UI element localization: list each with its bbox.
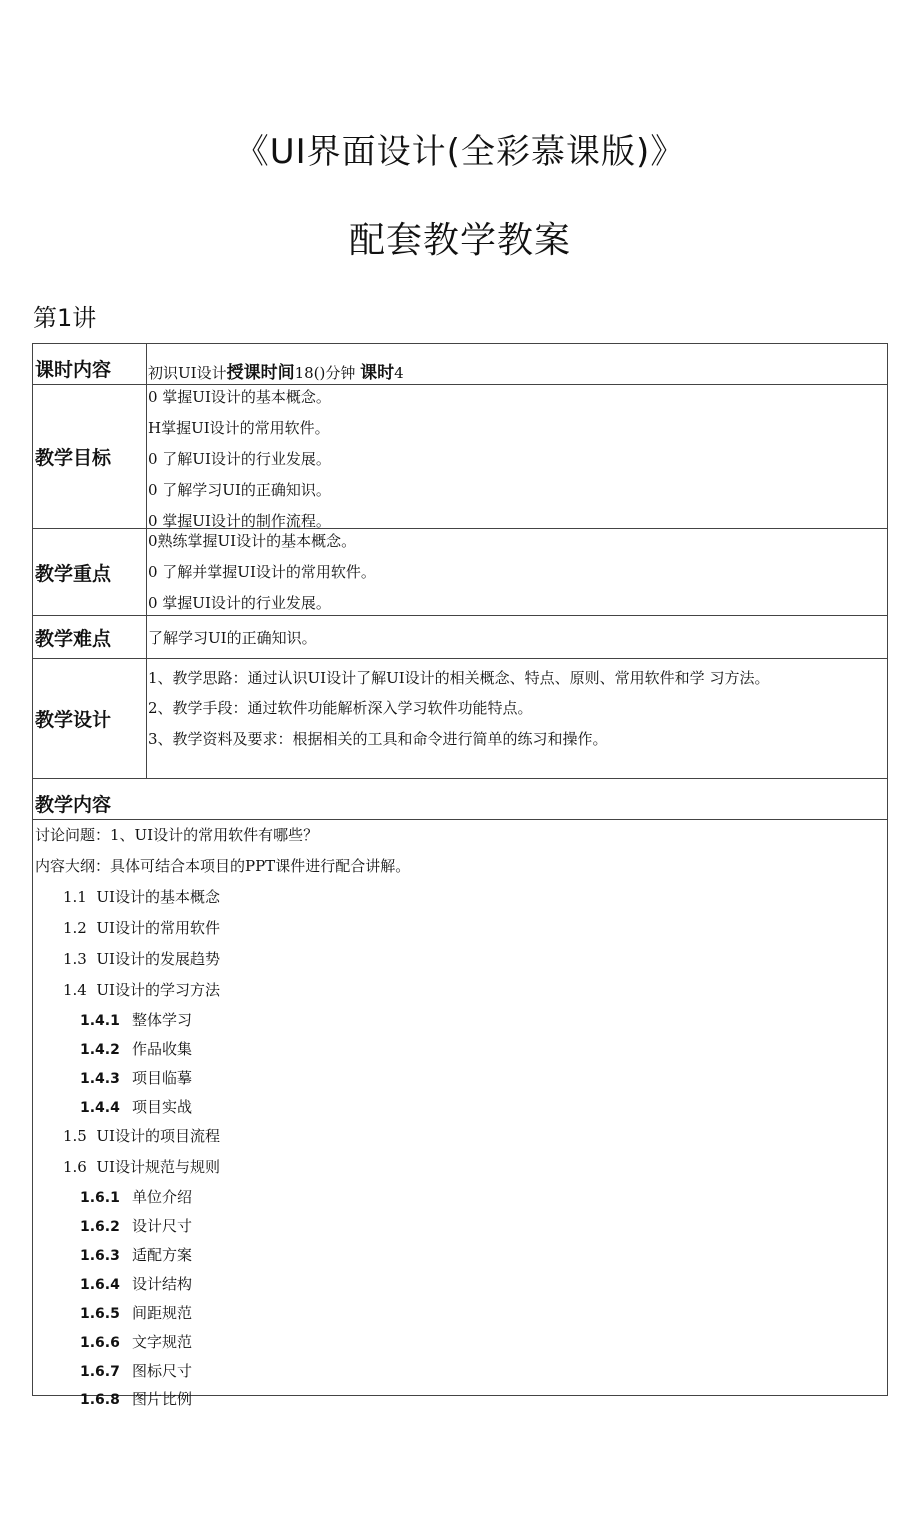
row-objectives (33, 385, 887, 529)
subsection-number: 1.6.5 (80, 1306, 120, 1322)
subsection-number: 1.6.4 (80, 1277, 120, 1293)
section-item (63, 886, 220, 907)
section-title: UI设计的基本概念 (96, 888, 220, 906)
section-title: UI设计的学习方法 (96, 981, 220, 999)
subsection-item (80, 1067, 192, 1088)
discussion-question: 讨论问题：1、UI设计的常用软件有哪些？ (35, 826, 319, 844)
objective-item: H掌握UI设计的常用软件。 (148, 419, 330, 437)
key-point-item: 0 了解并掌握UI设计的常用软件。 (148, 563, 376, 581)
label-objectives: 教学目标 (33, 385, 147, 528)
hours-label: 课时 (360, 363, 395, 383)
subsection-number: 1.6.8 (80, 1392, 120, 1408)
subsection-item (80, 1273, 192, 1294)
subsection-item (80, 1360, 192, 1381)
label-content: 教学内容 (35, 794, 112, 816)
subsection-item (80, 1215, 192, 1236)
design-item: 2、教学手段：通过软件功能解析深入学习软件功能特点。 (148, 699, 533, 717)
row-lesson-content (33, 344, 887, 385)
lesson-plan-table (32, 343, 888, 1408)
subsection-number: 1.6.1 (80, 1190, 120, 1206)
subsection-item (80, 1038, 192, 1059)
section-item (63, 1156, 220, 1177)
section-number: 1.6 (63, 1158, 87, 1176)
document-subtitle: 配套教学教案 (348, 220, 571, 261)
subsection-number: 1.4.1 (80, 1013, 120, 1029)
subsection-number: 1.6.7 (80, 1364, 120, 1380)
key-point-item: 0熟练掌握UI设计的基本概念。 (148, 532, 357, 550)
subsection-title: 整体学习 (132, 1011, 193, 1029)
section-item (63, 979, 220, 1000)
document-title: 《UI界面设计(全彩慕课版)》 (234, 132, 686, 172)
section-number: 1.2 (63, 919, 87, 937)
subsection-title: 图片比例 (132, 1390, 193, 1408)
section-number: 1.1 (63, 888, 87, 906)
subsection-number: 1.6.6 (80, 1335, 120, 1351)
section-title: UI设计的常用软件 (96, 919, 220, 937)
subsection-item (80, 1302, 192, 1323)
row-design (33, 659, 887, 779)
subsection-item (80, 1009, 192, 1030)
row-content-header (33, 779, 887, 820)
label-design: 教学设计 (33, 659, 147, 778)
subsection-item (80, 1244, 192, 1265)
subsection-item (80, 1096, 192, 1117)
subsection-title: 项目实战 (132, 1098, 193, 1116)
objective-item: 0 掌握UI设计的基本概念。 (148, 388, 331, 406)
row-difficulties (33, 616, 887, 659)
lesson-topic: 初识UI设计 (148, 364, 227, 382)
subsection-number: 1.4.3 (80, 1071, 120, 1087)
row-key-points (33, 529, 887, 616)
subsection-title: 适配方案 (132, 1246, 193, 1264)
lecture-number: 第1讲 (33, 304, 97, 332)
section-number: 1.5 (63, 1127, 87, 1145)
section-title: UI设计的发展趋势 (96, 950, 220, 968)
section-number: 1.4 (63, 981, 87, 999)
subsection-title: 设计尺寸 (132, 1217, 193, 1235)
time-value: 18()分钟 (294, 364, 356, 382)
subsection-item (80, 1331, 192, 1352)
subsection-number: 1.6.2 (80, 1219, 120, 1235)
subsection-number: 1.6.3 (80, 1248, 120, 1264)
section-number: 1.3 (63, 950, 87, 968)
key-point-item: 0 掌握UI设计的行业发展。 (148, 594, 331, 612)
objective-item: 0 掌握UI设计的制作流程。 (148, 512, 331, 530)
subsection-number: 1.4.2 (80, 1042, 120, 1058)
design-item: 1、教学思路：通过认识UI设计了解UI设计的相关概念、特点、原则、常用软件和学 习方法。 (148, 669, 770, 687)
section-item (63, 917, 220, 938)
subsection-title: 间距规范 (132, 1304, 193, 1322)
design-item: 3、教学资料及要求：根据相关的工具和命令进行简单的练习和操作。 (148, 730, 608, 748)
section-title: UI设计的项目流程 (96, 1127, 220, 1145)
subsection-title: 文字规范 (132, 1333, 193, 1351)
subsection-number: 1.4.4 (80, 1100, 120, 1116)
label-lesson-content: 课时内容 (33, 344, 147, 384)
label-key-points: 教学重点 (33, 529, 147, 615)
difficulty-item: 了解学习UI的正确知识。 (148, 629, 317, 647)
time-label: 授课时间 (226, 363, 295, 383)
objective-item: 0 了解学习UI的正确知识。 (148, 481, 331, 499)
objective-item: 0 了解UI设计的行业发展。 (148, 450, 331, 468)
label-difficulties: 教学难点 (33, 616, 147, 658)
subsection-title: 作品收集 (132, 1040, 193, 1058)
hours-value: 4 (394, 364, 404, 382)
section-title: UI设计规范与规则 (96, 1158, 220, 1176)
subsection-title: 设计结构 (132, 1275, 193, 1293)
subsection-title: 单位介绍 (132, 1188, 193, 1206)
content-outline: 内容大纲：具体可结合本项目的PPT课件进行配合讲解。 (35, 857, 411, 875)
subsection-title: 图标尺寸 (132, 1362, 193, 1380)
section-item (63, 948, 220, 969)
subsection-item (80, 1388, 192, 1409)
subsection-item (80, 1186, 192, 1207)
section-item (63, 1125, 220, 1146)
subsection-title: 项目临摹 (132, 1069, 193, 1087)
